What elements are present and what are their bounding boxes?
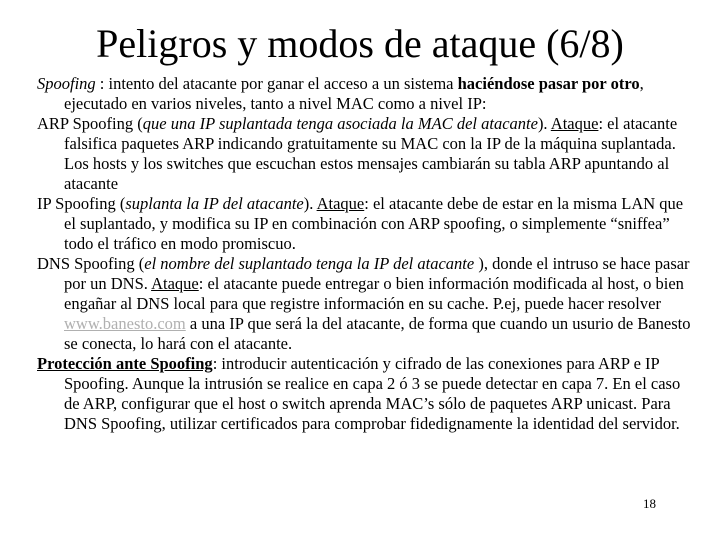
paragraph-proteccion xyxy=(37,354,699,434)
term-dns-spoofing: DNS Spoofing ( xyxy=(37,254,145,273)
italic-definition: suplanta la IP del atacante xyxy=(125,194,304,213)
text: : el atacante falsifica paquetes ARP indicando gratuitamente su MAC con la IP de la máquina suplantada. Los hosts y los switches que escuchan estos mensajes cambiarán su tabla ARP apuntando al atacante xyxy=(64,114,678,193)
text: ). xyxy=(303,194,317,213)
attack-label: Ataque xyxy=(316,194,365,213)
term-arp-spoofing: ARP Spoofing ( xyxy=(37,114,143,133)
paragraph-dns-spoofing xyxy=(37,254,699,354)
page-number: 18 xyxy=(643,496,656,511)
text: ). xyxy=(537,114,551,133)
paragraph-ip-spoofing xyxy=(37,194,699,254)
term-ip-spoofing: IP Spoofing ( xyxy=(37,194,126,213)
paragraph-arp-spoofing xyxy=(37,114,699,194)
text: intento del atacante por ganar el acceso a un sistema xyxy=(108,74,458,93)
attack-label: Ataque xyxy=(151,274,199,293)
bold-phrase: haciéndose pasar por otro xyxy=(457,74,640,93)
paragraph-spoofing xyxy=(37,74,699,114)
italic-definition: el nombre del suplantado tenga la IP del atacante xyxy=(144,254,475,273)
protection-heading: Protección ante Spoofing xyxy=(37,354,213,373)
colon: : xyxy=(95,74,109,93)
attack-label: Ataque xyxy=(550,114,599,133)
text: ), donde el intruso se hace pasar por un DNS. xyxy=(64,254,690,293)
term-spoofing: Spoofing xyxy=(37,74,96,93)
text: : el atacante puede entregar o bien información modificada al host, o bien engañar al DNS local para que registre información en su cache. P.ej, puede hacer resolver xyxy=(64,274,684,313)
slide-title: Peligros y modos de ataque (6/8) xyxy=(96,21,624,66)
banesto-link[interactable]: www.banesto.com xyxy=(64,314,186,333)
text: a una IP que será la del atacante, de forma que cuando un usurio de Banesto se conecta, lo hará con el atacante. xyxy=(64,314,691,353)
text: : el atacante debe de estar en la misma LAN que el suplantado, y modifica su IP en combinación con ARP spoofing, o simplemente “sniffea” todo el tráfico en modo promiscuo. xyxy=(64,194,684,253)
text: , ejecutado en varios niveles, tanto a nivel MAC como a nivel IP: xyxy=(64,74,644,113)
italic-definition: que una IP suplantada tenga asociada la MAC del atacante xyxy=(142,114,538,133)
text: : introducir autenticación y cifrado de las conexiones para ARP e IP Spoofing. Aunque la intrusión se realice en capa 2 ó 3 se puede detectar en capa 7. En el caso de ARP, configurar que el host o switch aprenda MAC’s sólo de paquetes ARP unicast. Para DNS Spoofing, utilizar certificados para comprobar fidedignamente la identidad del servidor. xyxy=(64,354,681,433)
slide-body xyxy=(37,74,699,434)
